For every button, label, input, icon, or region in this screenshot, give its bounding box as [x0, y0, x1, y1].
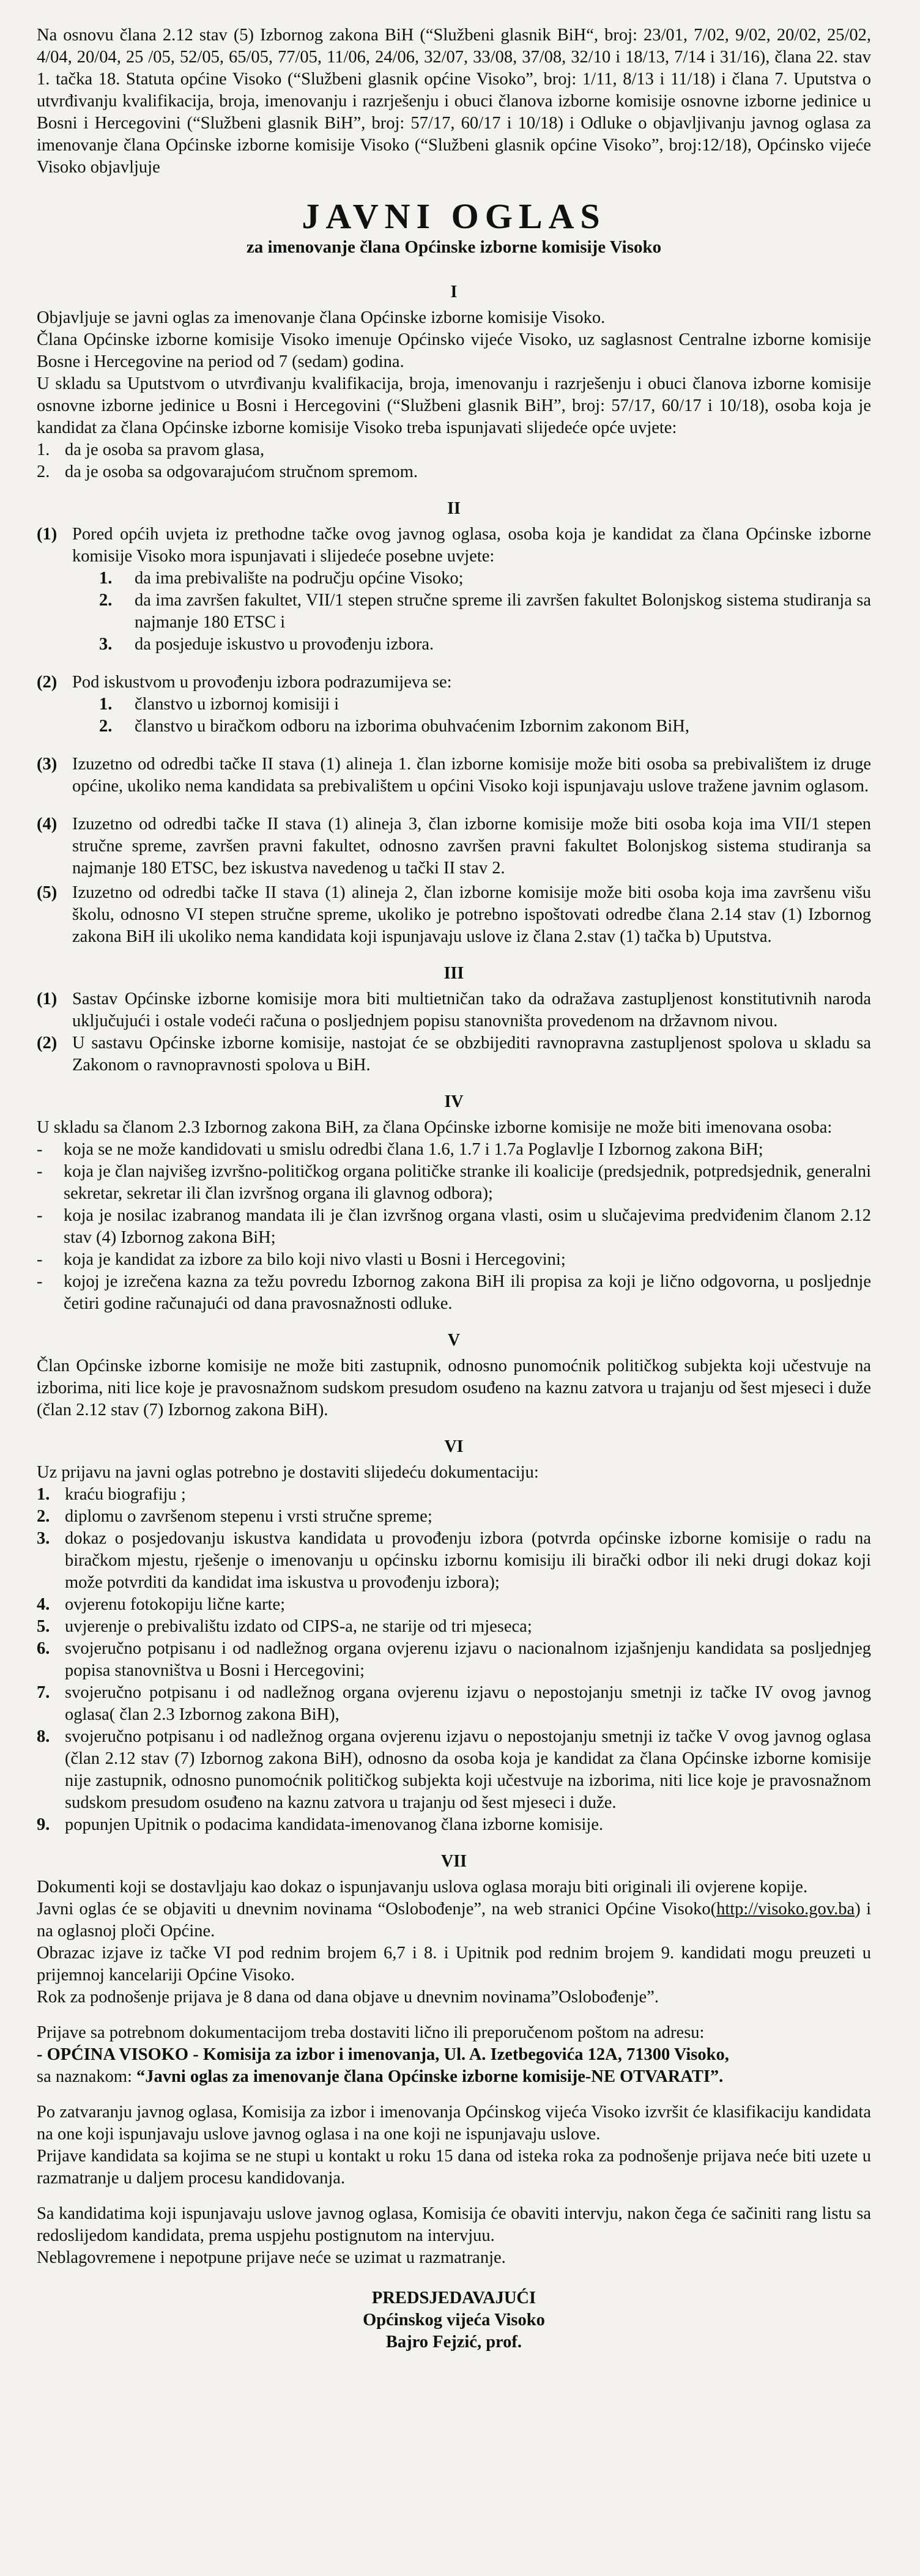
list-item: 3. da posjeduje iskustvo u provođenju izbora.	[99, 635, 434, 654]
list-item: 4. ovjerenu fotokopiju lične karte;	[37, 1595, 286, 1614]
paragraph: Dokumenti koji se dostavljaju kao dokaz o ispunjavanju uslova oglasa moraju biti originali ili ovjerene kopije.	[37, 1878, 808, 1897]
paragraph: U skladu sa Uputstvom o utvrđivanju kvalifikacija, broja, imenovanju i razrješenju i obuci članova izborne komisije osnovne izborne jedinice u Bosni i Hercegovini (“Službeni glasnik BiH”, broj: 57/17, 60/17 i 10/18), osoba koja je kandidat za člana Općinske izborne komisije Visoko treba ispunjavati slijedeće opće uvjete:	[37, 374, 871, 437]
list-item: 3. dokaz o posjedovanju iskustva kandidata u provođenju izbora (potvrda općinske izborne komisije o radu na biračkom mjestu, rješenje o imenovanju u općinsku izbornu komisiju ili birački odbor ili neki drugi dokaz koji može potvrditi da kandidat ima iskustva u provođenju izbora);	[37, 1529, 871, 1592]
numbered-clause: (2) Pod iskustvom u provođenju izbora podrazumijeva se: 1. članstvo u izbornoj komisiji i 2. članstvo u biračkom odboru na izborima obuhvaćenim Izbornim zakonom BiH,	[37, 672, 871, 738]
section-3	[37, 963, 871, 1076]
numbered-clause: (5) Izuzetno od odredbi tačke II stava (1) alineja 2, član izborne komisije može biti osoba koja ima završenu višu školu, odnosno VI stepen stručne spreme, ukoliko je potrebno ispoštovati odredbe člana 2.14 stav (1) Izbornog zakona BiH ili ukoliko nema kandidata koji ispunjavaju uslove iz člana 2.stav (1) tačka b) Uputstva.	[37, 883, 871, 946]
signature-body: Općinskog vijeća Visoko	[363, 2311, 545, 2330]
paragraph: Prijave sa potrebnom dokumentacijom treba dostaviti lično ili preporučenom poštom na adresu:	[37, 2023, 705, 2042]
list-item: - koja se ne može kandidovati u smislu odredbi člana 1.6, 1.7 i 1.7a Poglavlje I Izbornog zakona BiH;	[37, 1140, 763, 1159]
paragraph: Rok za podnošenje prijava je 8 dana od dana objave u dnevnim novinama”Oslobođenje”.	[37, 1988, 659, 2007]
section-number: IV	[444, 1092, 464, 1111]
title-block	[37, 197, 871, 258]
section-number: I	[450, 283, 458, 302]
paragraph: Član Općinske izborne komisije ne može biti zastupnik, odnosno punomoćnik političkog subjekta koji učestvuje na izborima, niti lice koje je pravosnažnom sudskom presudom osuđeno na kaznu zatvora u trajanju od šest mjeseci i duže (član 2.12 stav (7) Izbornog zakona BiH).	[37, 1356, 871, 1419]
intro-paragraph: Na osnovu člana 2.12 stav (5) Izbornog zakona BiH (“Službeni glasnik BiH“, broj: 23/01, 7/02, 9/02, 20/02, 25/02, 4/04, 20/04, 25 /05, 52/05, 65/05, 77/05, 11/06, 24/06, 32/07, 33/08, 37/08, 32/10 i 18/13, 7/14 i 31/16), člana 22. stav 1. tačka 18. Statuta općine Visoko (“Službeni glasnik općine Visoko”, broj: 1/11, 8/13 i 11/18) i člana 7. Uputstva o utvrđivanju kvalifikacija, broja, imenovanju i razrješenju i obuci članova izborne komisije osnovne izborne jedinice u Bosni i Hercegovini (“Službeni glasnik BiH”, broj: 57/17, 60/17 i 10/18) i Odluke o objavljivanju javnog oglasa za imenovanje člana Općinske izborne komisije Visoko (“Službeni glasnik općine Visoko”, broj:12/18), Općinsko vijeće Visoko objavljuje	[37, 26, 871, 177]
document-subtitle: za imenovanje člana Općinske izborne komisije Visoko	[246, 237, 662, 257]
documentation-list	[37, 1484, 871, 1836]
signature-title: PREDSJEDAVAJUĆI	[371, 2289, 536, 2308]
list-item: 1. članstvo u izbornoj komisiji i	[99, 695, 339, 714]
paragraph: Člana Općinske izborne komisije Visoko imenuje Općinsko vijeće Visoko, uz saglasnost Centralne izborne komisije Bosne i Hercegovine na period od 7 (sedam) godina.	[37, 330, 871, 371]
section-6	[37, 1436, 871, 1836]
general-conditions-list	[37, 439, 871, 483]
numbered-clause: (3) Izuzetno od odredbi tačke II stava (1) alineja 1. član izborne komisije može biti osoba sa prebivalištem iz druge općine, ukoliko nema kandidata sa prebivalištem u općini Visoko koji ispunjavaju uslove tražene javnim oglasom.	[37, 755, 871, 796]
list-item: 5. uvjerenje o prebivalištu izdato od CIPS-a, ne starije od tri mjeseca;	[37, 1617, 532, 1636]
list-item: - kojoj je izrečena kazna za težu povredu Izbornog zakona BiH ili propisa za koji je lično odgovorna, u posljednje četiri godine računajući od dana pravosnažnosti odluke.	[37, 1272, 871, 1313]
list-item: - koja je kandidat za izbore za bilo koji nivo vlasti u Bosni i Hercegovini;	[37, 1250, 566, 1269]
list-item: 2. da je osoba sa odgovarajućom stručnom spremom.	[37, 462, 418, 481]
section-number: VII	[440, 1852, 467, 1871]
list-item: 2. diplomu o završenom stepenu i vrsti stručne spreme;	[37, 1507, 432, 1526]
paragraph: sa naznakom: “Javni oglas za imenovanje člana Općinske izborne komisije-NE OTVARATI”.	[37, 2067, 724, 2086]
list-item: - koja je član najvišeg izvršno-političkog organa političke stranke ili koalicije (predsjednik, potpredsjednik, generalni sekretar, sekretar ili član izvršnog organa ili glavnog odbora);	[37, 1162, 871, 1203]
section-2	[37, 498, 871, 948]
section-number: II	[447, 499, 461, 518]
address-line: - OPĆINA VISOKO - Komisija za izbor i imenovanja, Ul. A. Izetbegovića 12A, 71300 Visoko,	[37, 2045, 729, 2064]
section-4	[37, 1091, 871, 1315]
paragraph: Neblagovremene i nepotpune prijave neće se uzimat u razmatranje.	[37, 2248, 506, 2267]
paragraph: Po zatvaranju javnog oglasa, Komisija za izbor i imenovanja Općinskog vijeća Visoko izvršit će klasifikaciju kandidata na one koji ispunjavaju uslove javnog oglasa i na one koji ne ispunjavaju uslove.	[37, 2103, 871, 2144]
list-item: 1. kraću biografiju ;	[37, 1485, 186, 1504]
list-item: 8. svojeručno potpisanu i od nadležnog organa ovjerenu izjavu o nepostojanju smetnji iz tačke V ovog javnog oglasa (član 2.12 stav (7) Izbornog zakona BiH), odnosno da osoba koja je kandidat za člana Općinske izborne komisije nije zastupnik, odnosno punomoćnik političkog subjekta koji učestvuje na izborima, niti lice koje je pravosnažnom sudskom presudom osuđeno na kaznu zatvora u trajanju od šest mjeseci i duže.	[37, 1727, 871, 1812]
list-item: - koja je nosilac izabranog mandata ili je član izvršnog organa vlasti, osim u slučajevima predviđenim članom 2.12 stav (4) Izbornog zakona BiH;	[37, 1206, 871, 1247]
paragraph: U skladu sa članom 2.3 Izbornog zakona BiH, za člana Općinske izborne komisije ne može biti imenovana osoba:	[37, 1118, 833, 1137]
list-item: 6. svojeručno potpisanu i od nadležnog organa ovjerenu izjavu o nacionalnom izjašnjenju kandidata sa posljednjeg popisa stanovništva u Bosni i Hercegovini;	[37, 1639, 871, 1680]
numbered-clause: (1) Pored općih uvjeta iz prethodne tačke ovog javnog oglasa, osoba koja je kandidat za člana Općinske izborne komisije Visoko mora ispunjavati i slijedeće posebne uvjete: 1. da ima prebivalište na području općine Visoko; 2. da ima završen fakultet, VII/1 stepen stručne spreme ili završen fakultet Bolonjskog sistema studiranja sa najmanje 180 ETSC i 3. da posjeduje iskustvo u provođenju izbora.	[37, 524, 871, 656]
section-number: III	[443, 964, 464, 983]
list-item: 1. da ima prebivalište na području općine Visoko;	[99, 569, 464, 588]
document-title: JAVNI OGLAS	[302, 196, 606, 236]
section-5	[37, 1330, 871, 1421]
signature-block	[37, 2287, 871, 2353]
paragraph: Obrazac izjave iz tačke VI pod rednim brojem 6,7 i 8. i Upitnik pod rednim brojem 9. kandidati mogu preuzeti u prijemnoj kancelariji Općine Visoko.	[37, 1944, 871, 1985]
list-item: 7. svojeručno potpisanu i od nadležnog organa ovjerenu izjavu o nepostojanju smetnji iz tačke IV ovog javnog oglasa( član 2.3 Izbornog zakona BiH),	[37, 1683, 871, 1724]
paragraph: Uz prijavu na javni oglas potrebno je dostaviti slijedeću dokumentaciju:	[37, 1463, 539, 1482]
ineligibility-list	[37, 1139, 871, 1315]
paragraph: Javni oglas će se objaviti u dnevnim novinama “Oslobođenje”, na web stranici Općine Visoko(http://visoko.gov.ba) i na oglasnoj ploči Općine.	[37, 1900, 871, 1941]
signature-name: Bajro Fejzić, prof.	[385, 2333, 522, 2352]
website-link[interactable]: http://visoko.gov.ba	[716, 1900, 855, 1919]
numbered-clause: (4) Izuzetno od odredbi tačke II stava (1) alineja 3, član izborne komisije može biti osoba koja ima VII/1 stepen stručne spreme, završen pravni fakultet, odnosno završen pravni fakultet Bolonjskog sistema studiranja sa najmanje 180 ETSC, bez iskustva navedenog u tački II stav 2.	[37, 815, 871, 878]
special-conditions-list	[99, 568, 871, 656]
paragraph: Objavljuje se javni oglas za imenovanje člana Općinske izborne komisije Visoko.	[37, 308, 606, 327]
paragraph: Prijave kandidata sa kojima se ne stupi u kontakt u roku 15 dana od isteka roka za podnošenje prijava neće biti uzete u razmatranje u daljem procesu kandidovanja.	[37, 2147, 871, 2188]
list-item: 2. da ima završen fakultet, VII/1 stepen stručne spreme ili završen fakultet Bolonjskog sistema studiranja sa najmanje 180 ETSC i	[99, 591, 871, 632]
list-item: 9. popunjen Upitnik o podacima kandidata-imenovanog člana izborne komisije.	[37, 1815, 604, 1834]
section-number: VI	[444, 1437, 464, 1456]
section-1	[37, 281, 871, 483]
section-7	[37, 1851, 871, 2269]
list-item: 2. članstvo u biračkom odboru na izborima obuhvaćenim Izbornim zakonom BiH,	[99, 717, 690, 736]
experience-list	[99, 694, 871, 738]
list-item: 1. da je osoba sa pravom glasa,	[37, 440, 265, 459]
numbered-clause: (1) Sastav Općinske izborne komisije mora biti multietničan tako da odražava zastupljenost konstitutivnih naroda uključujući i ostale vodeći računa o posljednjem popisu stanovništa provedenom na državnom nivou.	[37, 990, 871, 1031]
section-number: V	[447, 1331, 461, 1350]
numbered-clause: (2) U sastavu Općinske izborne komisije, nastojat će se obzbijediti ravnopravna zastupljenost spolova u skladu sa Zakonom o ravnopravnosti spolova u BiH.	[37, 1034, 871, 1075]
paragraph: Sa kandidatima koji ispunjavaju uslove javnog oglasa, Komisija će obaviti intervju, nakon čega će sačiniti rang listu sa redoslijedom kandidata, prema uspjehu postignutom na intervjuu.	[37, 2204, 871, 2245]
